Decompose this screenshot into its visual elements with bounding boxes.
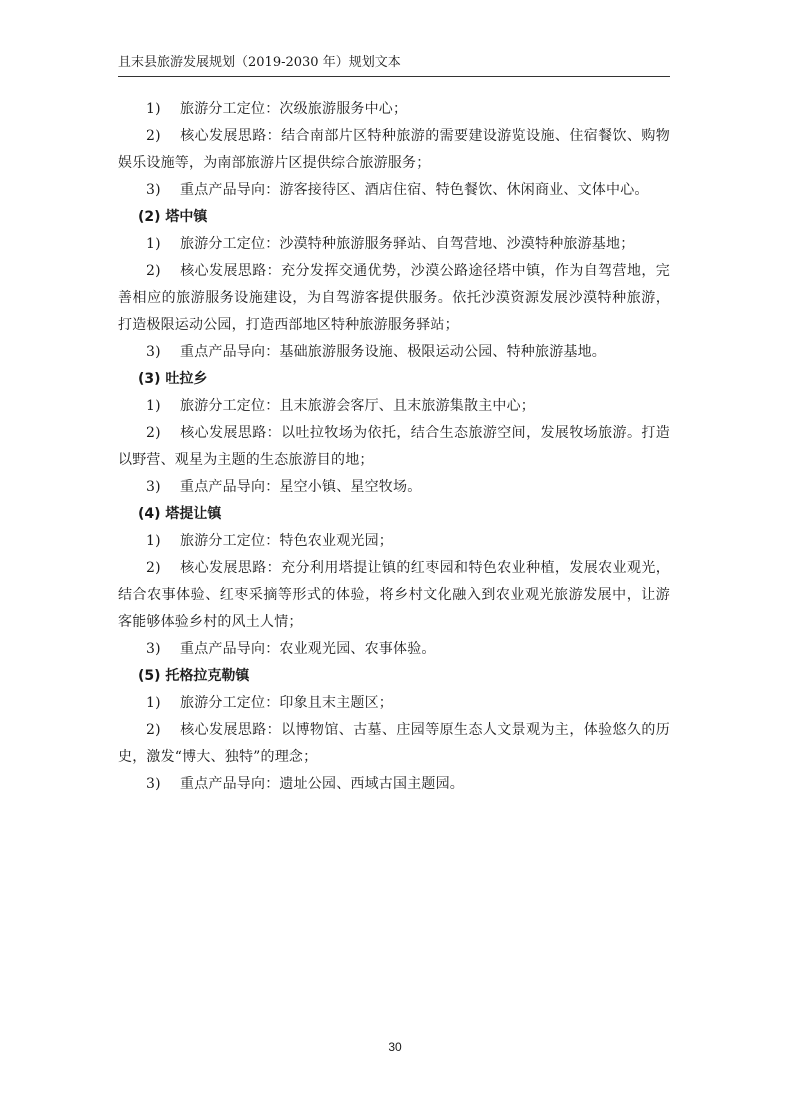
item-number: 3) (146, 344, 161, 360)
item-text: 旅游分工定位：沙漠特种旅游服务驿站、自驾营地、沙漠特种旅游基地； (180, 236, 635, 252)
item-number: 2) (146, 128, 161, 144)
list-item (118, 690, 670, 717)
section-heading: (3) 吐拉乡 (138, 371, 208, 387)
section-heading: (2) 塔中镇 (138, 209, 208, 225)
list-item (118, 258, 670, 339)
item-number: 1) (146, 101, 161, 117)
list-item (118, 177, 670, 204)
item-number: 2) (146, 425, 161, 441)
list-item (118, 555, 670, 636)
list-item (118, 717, 670, 771)
list-item (118, 96, 670, 123)
item-number: 1) (146, 695, 161, 711)
section-heading: (5) 托格拉克勒镇 (138, 668, 250, 684)
list-item (118, 420, 670, 474)
item-text: 核心发展思路：充分发挥交通优势，沙漠公路途径塔中镇，作为自驾营地，完善相应的旅游服务设施建设，为自驾游客提供服务。依托沙漠资源发展沙漠特种旅游，打造极限运动公园，打造西部地区特种旅游服务驿站； (118, 263, 670, 333)
item-text: 旅游分工定位：印象且末主题区； (180, 695, 393, 711)
list-item (118, 393, 670, 420)
item-text: 重点产品导向：遗址公园、西域古国主题园。 (180, 776, 464, 792)
section-heading: (4) 塔提让镇 (138, 506, 222, 522)
item-number: 3) (146, 182, 161, 198)
item-text: 核心发展思路：以吐拉牧场为依托，结合生态旅游空间，发展牧场旅游。打造以野营、观星为主题的生态旅游目的地； (118, 425, 670, 468)
list-item (118, 231, 670, 258)
item-text: 核心发展思路：以博物馆、古墓、庄园等原生态人文景观为主，体验悠久的历史，激发“博大、独特”的理念； (118, 722, 670, 765)
item-text: 旅游分工定位：特色农业观光园； (180, 533, 393, 549)
list-item (118, 123, 670, 177)
item-number: 3) (146, 776, 161, 792)
item-number: 1) (146, 533, 161, 549)
item-number: 2) (146, 560, 161, 576)
item-text: 重点产品导向：游客接待区、酒店住宿、特色餐饮、休闲商业、文体中心。 (180, 182, 649, 198)
list-item (118, 636, 670, 663)
item-number: 1) (146, 236, 161, 252)
list-item (118, 528, 670, 555)
list-item (118, 771, 670, 798)
item-number: 3) (146, 641, 161, 657)
list-item (118, 339, 670, 366)
item-text: 核心发展思路：结合南部片区特种旅游的需要建设游览设施、住宿餐饮、购物娱乐设施等，为南部旅游片区提供综合旅游服务； (118, 128, 670, 171)
list-item (118, 474, 670, 501)
item-text: 重点产品导向：农业观光园、农事体验。 (180, 641, 436, 657)
page-number: 30 (388, 1040, 402, 1054)
document-title: 且末县旅游发展规划（2019-2030 年）规划文本 (118, 55, 401, 70)
item-number: 2) (146, 722, 161, 738)
item-text: 重点产品导向：基础旅游服务设施、极限运动公园、特种旅游基地。 (180, 344, 606, 360)
page-content (118, 96, 670, 798)
item-text: 旅游分工定位：次级旅游服务中心； (180, 101, 408, 117)
item-text: 核心发展思路：充分利用塔提让镇的红枣园和特色农业种植，发展农业观光，结合农事体验、红枣采摘等形式的体验，将乡村文化融入到农业观光旅游发展中，让游客能够体验乡村的风土人情； (118, 560, 670, 630)
item-number: 2) (146, 263, 161, 279)
item-number: 1) (146, 398, 161, 414)
item-text: 重点产品导向：星空小镇、星空牧场。 (180, 479, 422, 495)
page-header (118, 54, 670, 77)
item-text: 旅游分工定位：且末旅游会客厅、且末旅游集散主中心； (180, 398, 535, 414)
item-number: 3) (146, 479, 161, 495)
